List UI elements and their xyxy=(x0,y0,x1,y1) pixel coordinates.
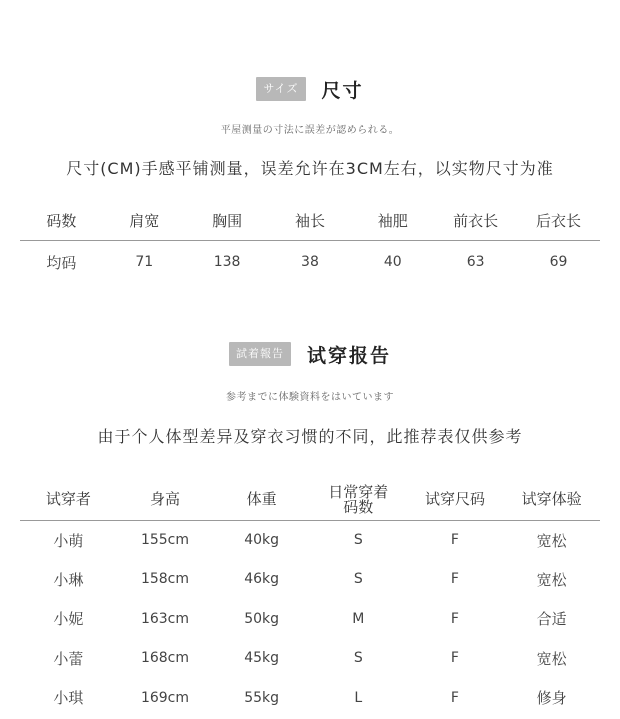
try-cell: 168cm xyxy=(140,650,190,667)
size-title-row xyxy=(0,76,620,102)
table-row xyxy=(20,639,600,679)
size-header-cell: 肩宽 xyxy=(103,202,186,240)
try-header-cell: 试穿尺码 xyxy=(407,480,504,520)
size-cell: 40 xyxy=(383,254,402,271)
try-cell: 46kg xyxy=(244,571,280,588)
size-header-cell: 码数 xyxy=(20,202,103,240)
try-cell: 45kg xyxy=(244,650,280,667)
try-header-cell: 体重 xyxy=(213,480,310,520)
try-cell: 修身 xyxy=(536,689,567,708)
size-cell: 63 xyxy=(466,254,485,271)
try-cell: 169cm xyxy=(140,689,190,706)
try-cell: 155cm xyxy=(140,532,190,548)
try-header-cell: 试穿者 xyxy=(20,480,117,520)
try-cell: L xyxy=(354,689,363,706)
try-cell: F xyxy=(450,610,459,627)
try-header-cell: 身高 xyxy=(117,480,214,520)
try-cell: 小萌 xyxy=(53,531,84,550)
try-subtitle: 参考までに体験資料をはいています xyxy=(226,392,394,403)
size-header-cell: 后衣长 xyxy=(517,202,600,240)
size-header-cell: 袖长 xyxy=(269,202,352,240)
try-table xyxy=(20,480,600,718)
size-header-cell: 袖肥 xyxy=(351,202,434,240)
size-subtitle: 平屋测量の寸法に誤差が認められる。 xyxy=(220,125,400,136)
try-cell: 小琪 xyxy=(53,689,84,708)
size-badge: サイズ xyxy=(256,77,305,101)
size-cell: 71 xyxy=(135,254,154,271)
try-cell: F xyxy=(450,571,459,588)
try-cell: 40kg xyxy=(244,532,280,548)
size-cell: 均码 xyxy=(46,253,77,272)
size-cell: 69 xyxy=(549,254,568,271)
try-cell: 55kg xyxy=(244,689,280,706)
table-row xyxy=(20,240,600,284)
size-title: 尺寸 xyxy=(321,79,364,102)
try-cell: F xyxy=(450,532,459,548)
try-cell: 50kg xyxy=(244,610,280,627)
try-cell: 宽松 xyxy=(536,570,567,589)
table-row xyxy=(20,678,600,718)
try-cell: 163cm xyxy=(140,610,190,627)
try-cell: 宽松 xyxy=(536,531,567,550)
table-row xyxy=(20,599,600,639)
size-header-cell: 前衣长 xyxy=(434,202,517,240)
size-cell: 138 xyxy=(213,254,241,271)
try-cell: 合适 xyxy=(536,610,567,629)
size-note: 尺寸(CM)手感平铺测量，误差允许在3CM左右，以实物尺寸为准 xyxy=(66,159,554,178)
try-title: 试穿报告 xyxy=(306,344,391,367)
try-cell: F xyxy=(450,689,459,706)
try-cell: M xyxy=(352,610,365,627)
try-table-header xyxy=(20,480,600,520)
table-row xyxy=(20,560,600,600)
try-cell: 158cm xyxy=(140,571,190,588)
size-table xyxy=(20,202,600,284)
size-table-header xyxy=(20,202,600,240)
try-cell: 小蕾 xyxy=(53,649,84,668)
size-cell: 38 xyxy=(301,254,319,271)
try-header-cell: 试穿体验 xyxy=(503,480,600,520)
try-cell: 小妮 xyxy=(53,610,84,629)
try-cell: S xyxy=(353,532,363,548)
try-note: 由于个人体型差异及穿衣习惯的不同，此推荐表仅供参考 xyxy=(97,427,523,446)
try-cell: S xyxy=(353,650,363,667)
try-header-cell: 日常穿着码数 xyxy=(310,480,407,520)
table-row xyxy=(20,520,600,560)
try-cell: F xyxy=(450,650,459,667)
try-cell: S xyxy=(353,571,363,588)
try-title-row xyxy=(0,341,620,367)
try-badge: 試着報告 xyxy=(229,342,291,366)
size-header-cell: 胸围 xyxy=(186,202,269,240)
try-cell: 宽松 xyxy=(536,649,567,668)
try-cell: 小琳 xyxy=(53,570,84,589)
